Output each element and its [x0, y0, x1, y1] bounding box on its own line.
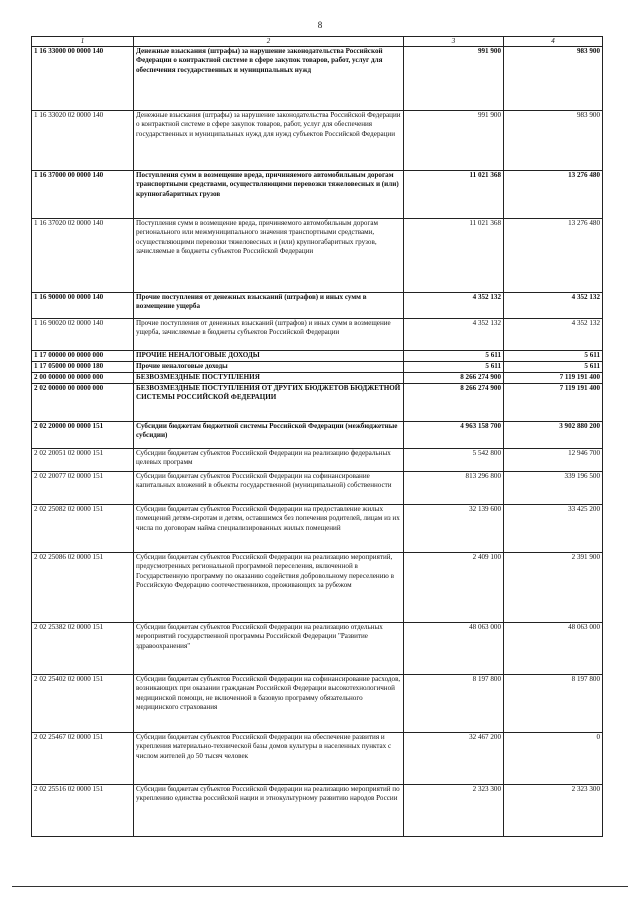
amount-col4-cell: 5 611: [504, 362, 603, 373]
description-cell: Субсидии бюджетам субъектов Российской Федерации на софинансирование капитальных вложений в объекты государственной (муниципальной) собственности: [134, 472, 404, 505]
amount-col3-cell: 5 542 800: [404, 449, 504, 472]
amount-col3-cell: 2 323 300: [404, 785, 504, 837]
table-row: [32, 675, 603, 733]
table-body: [32, 47, 603, 837]
amount-col4-cell: 983 900: [504, 47, 603, 111]
amount-col3-cell: 4 352 132: [404, 319, 504, 351]
amount-col4-cell: 0: [504, 733, 603, 785]
table-row: [32, 449, 603, 472]
budget-code-cell: 2 02 00000 00 0000 000: [32, 384, 134, 422]
amount-col3-cell: 2 409 100: [404, 553, 504, 623]
amount-col4-cell: 13 276 480: [504, 219, 603, 293]
amount-col4-cell: 8 197 800: [504, 675, 603, 733]
column-header-4: 4: [504, 37, 603, 47]
description-cell: БЕЗВОЗМЕЗДНЫЕ ПОСТУПЛЕНИЯ ОТ ДРУГИХ БЮДЖЕТОВ БЮДЖЕТНОЙ СИСТЕМЫ РОССИЙСКОЙ ФЕДЕРАЦИИ: [134, 384, 404, 422]
description-cell: Субсидии бюджетам субъектов Российской Федерации на реализацию мероприятий, предусмотренных региональной программой переселения, включенной в Государственную программу по оказанию содействия добровольному переселению в Российскую Федерацию соотечественников, проживающих за рубежом: [134, 553, 404, 623]
amount-col4-cell: 2 323 300: [504, 785, 603, 837]
amount-col4-cell: 2 391 900: [504, 553, 603, 623]
description-cell: Поступления сумм в возмещение вреда, причиняемого автомобильным дорогам регионального или межмуниципального значения транспортными средствами, осуществляющими перевозки тяжеловесных и (или) крупногабаритных грузов, зачисляемые в бюджеты субъектов Российской Федерации: [134, 219, 404, 293]
table-row: [32, 293, 603, 319]
description-cell: ПРОЧИЕ НЕНАЛОГОВЫЕ ДОХОДЫ: [134, 351, 404, 362]
table-row: [32, 47, 603, 111]
budget-code-cell: 1 16 90000 00 0000 140: [32, 293, 134, 319]
budget-code-cell: 2 02 25402 02 0000 151: [32, 675, 134, 733]
amount-col3-cell: 8 266 274 900: [404, 384, 504, 422]
budget-code-cell: 1 17 00000 00 0000 000: [32, 351, 134, 362]
amount-col3-cell: 32 139 600: [404, 505, 504, 553]
table-row: [32, 785, 603, 837]
description-cell: Прочие поступления от денежных взысканий (штрафов) и иных сумм в возмещение ущерба, зачисляемые в бюджеты субъектов Российской Федерации: [134, 319, 404, 351]
description-cell: Субсидии бюджетам субъектов Российской Федерации на реализацию федеральных целевых программ: [134, 449, 404, 472]
amount-col4-cell: 4 352 132: [504, 319, 603, 351]
amount-col4-cell: 7 119 191 400: [504, 373, 603, 384]
budget-code-cell: 2 02 25086 02 0000 151: [32, 553, 134, 623]
table-row: [32, 111, 603, 171]
budget-code-cell: 1 16 37020 02 0000 140: [32, 219, 134, 293]
amount-col3-cell: 991 900: [404, 111, 504, 171]
budget-code-cell: 2 02 25382 02 0000 151: [32, 623, 134, 675]
amount-col3-cell: 4 352 132: [404, 293, 504, 319]
amount-col3-cell: 5 611: [404, 362, 504, 373]
table-row: [32, 623, 603, 675]
amount-col4-cell: 5 611: [504, 351, 603, 362]
budget-code-cell: 1 16 37000 00 0000 140: [32, 171, 134, 219]
description-cell: БЕЗВОЗМЕЗДНЫЕ ПОСТУПЛЕНИЯ: [134, 373, 404, 384]
description-cell: Прочие поступления от денежных взысканий (штрафов) и иных сумм в возмещение ущерба: [134, 293, 404, 319]
description-cell: Субсидии бюджетам бюджетной системы Российской Федерации (межбюджетные субсидии): [134, 422, 404, 449]
amount-col3-cell: 48 063 000: [404, 623, 504, 675]
table-row: [32, 553, 603, 623]
description-cell: Прочие неналоговые доходы: [134, 362, 404, 373]
budget-code-cell: 2 02 25082 02 0000 151: [32, 505, 134, 553]
amount-col4-cell: 7 119 191 400: [504, 384, 603, 422]
column-header-3: 3: [404, 37, 504, 47]
table-row: [32, 733, 603, 785]
amount-col4-cell: 48 063 000: [504, 623, 603, 675]
description-cell: Денежные взыскания (штрафы) за нарушение законодательства Российской Федерации о контрактной системе в сфере закупок товаров, работ, услуг для обеспечения государственных и муниципальных нужд: [134, 47, 404, 111]
amount-col3-cell: 4 963 158 700: [404, 422, 504, 449]
budget-code-cell: 1 16 33000 00 0000 140: [32, 47, 134, 111]
amount-col3-cell: 8 266 274 900: [404, 373, 504, 384]
description-cell: Субсидии бюджетам субъектов Российской Федерации на предоставление жилых помещений детям-сиротам и детям, оставшимся без попечения родителей, лицам из их числа по договорам найма специализированных жилых помещений: [134, 505, 404, 553]
description-cell: Субсидии бюджетам субъектов Российской Федерации на реализацию отдельных мероприятий государственной программы Российской Федерации "Развитие здравоохранения": [134, 623, 404, 675]
page-bottom-rule: [12, 886, 628, 887]
budget-code-cell: 2 02 20051 02 0000 151: [32, 449, 134, 472]
amount-col4-cell: 13 276 480: [504, 171, 603, 219]
amount-col4-cell: 4 352 132: [504, 293, 603, 319]
budget-code-cell: 2 02 20077 02 0000 151: [32, 472, 134, 505]
column-header-1: 1: [32, 37, 134, 47]
amount-col3-cell: 32 467 200: [404, 733, 504, 785]
budget-code-cell: 1 16 90020 02 0000 140: [32, 319, 134, 351]
amount-col3-cell: 991 900: [404, 47, 504, 111]
table-row: [32, 472, 603, 505]
table-row: [32, 219, 603, 293]
table-row: [32, 351, 603, 362]
table-row: [32, 505, 603, 553]
description-cell: Поступления сумм в возмещение вреда, причиняемого автомобильным дорогам транспортными средствами, осуществляющими перевозки тяжеловесных и (или) крупногабаритных грузов: [134, 171, 404, 219]
amount-col4-cell: 983 900: [504, 111, 603, 171]
budget-revenue-table: [31, 36, 603, 837]
amount-col3-cell: 813 296 800: [404, 472, 504, 505]
budget-code-cell: 2 02 20000 00 0000 151: [32, 422, 134, 449]
amount-col4-cell: 339 196 500: [504, 472, 603, 505]
table-row: [32, 373, 603, 384]
amount-col4-cell: 33 425 200: [504, 505, 603, 553]
amount-col4-cell: 12 946 700: [504, 449, 603, 472]
table-row: [32, 384, 603, 422]
amount-col3-cell: 8 197 800: [404, 675, 504, 733]
budget-code-cell: 1 16 33020 02 0000 140: [32, 111, 134, 171]
budget-code-cell: 1 17 05000 00 0000 180: [32, 362, 134, 373]
budget-code-cell: 2 02 25467 02 0000 151: [32, 733, 134, 785]
budget-code-cell: 2 02 25516 02 0000 151: [32, 785, 134, 837]
description-cell: Субсидии бюджетам субъектов Российской Федерации на реализацию мероприятий по укреплению единства российской нации и этнокультурному развитию народов России: [134, 785, 404, 837]
budget-code-cell: 2 00 00000 00 0000 000: [32, 373, 134, 384]
description-cell: Субсидии бюджетам субъектов Российской Федерации на обеспечение развития и укрепления материально-технической базы домов культуры в населенных пунктах с числом жителей до 50 тысяч человек: [134, 733, 404, 785]
amount-col3-cell: 11 021 368: [404, 171, 504, 219]
amount-col3-cell: 5 611: [404, 351, 504, 362]
column-number-row: [32, 37, 603, 47]
amount-col4-cell: 3 902 880 200: [504, 422, 603, 449]
table-row: [32, 171, 603, 219]
page-number: 8: [317, 20, 323, 30]
table-row: [32, 362, 603, 373]
table-row: [32, 422, 603, 449]
table-row: [32, 319, 603, 351]
description-cell: Денежные взыскания (штрафы) за нарушение законодательства Российской Федерации о контрактной системе в сфере закупок товаров, работ, услуг для обеспечения государственных и муниципальных нужд для нужд субъектов Российской Федерации: [134, 111, 404, 171]
description-cell: Субсидии бюджетам субъектов Российской Федерации на софинансирование расходов, возникающих при оказании гражданам Российской Федерации высокотехнологичной медицинской помощи, не включенной в базовую программу обязательного медицинского страхования: [134, 675, 404, 733]
column-header-2: 2: [134, 37, 404, 47]
amount-col3-cell: 11 021 368: [404, 219, 504, 293]
